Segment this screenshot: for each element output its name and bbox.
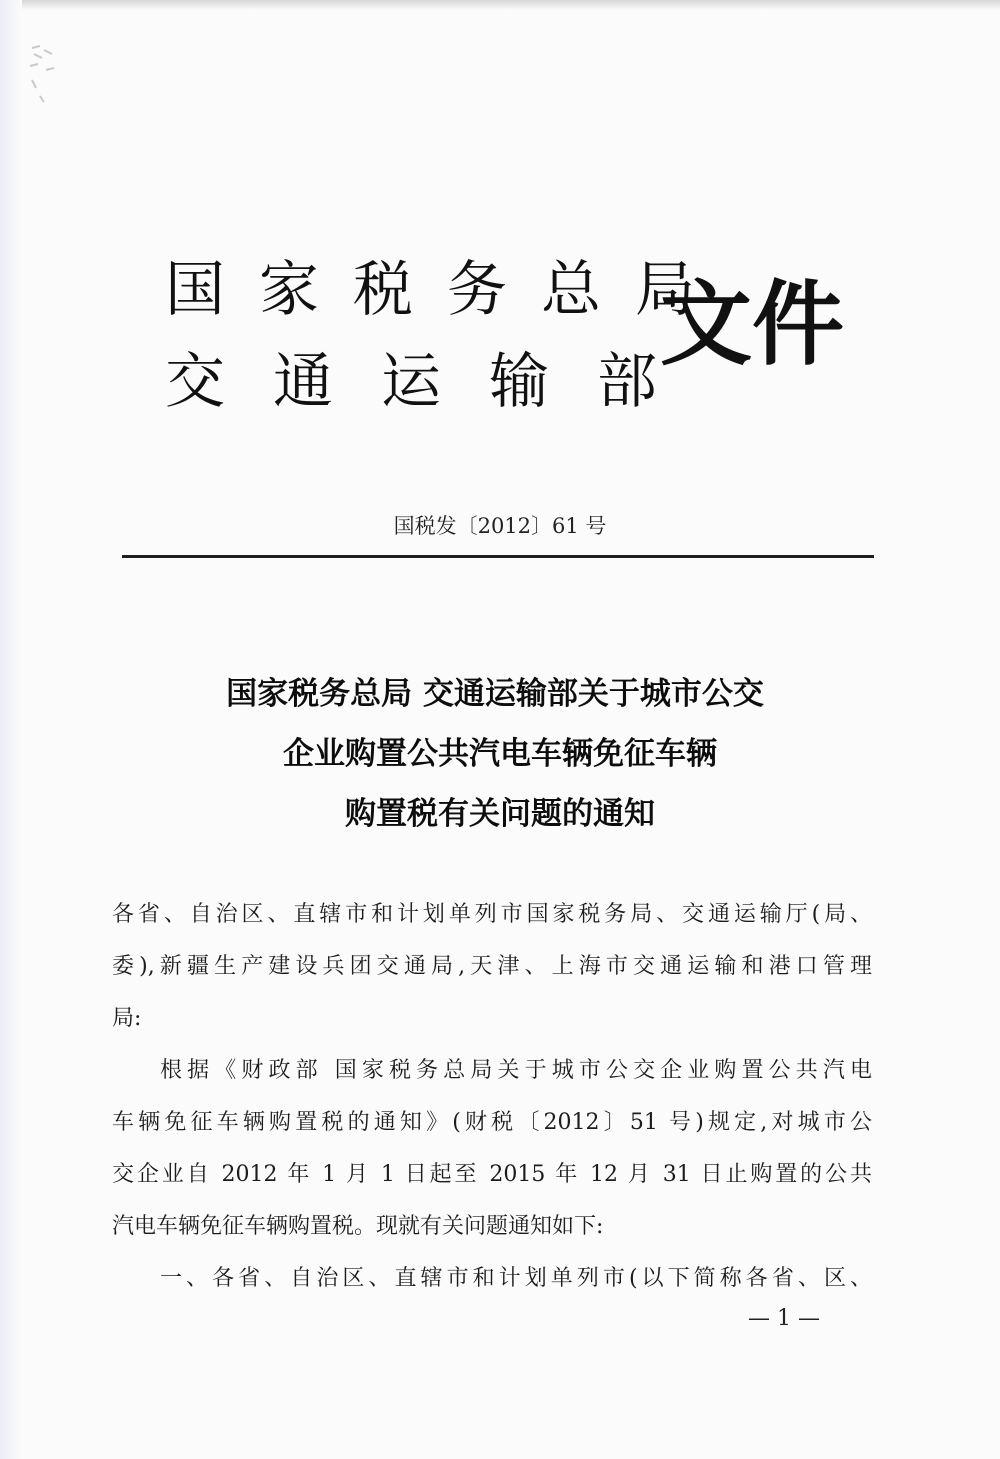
title-line-1: 国家税务总局 交通运输部关于城市公交 — [226, 676, 764, 712]
paragraph-line: 根据《财政部 国家税务总局关于城市公交企业购置公共汽电 — [160, 1058, 872, 1083]
item-one-start: 一、各省、自治区、直辖市和计划单列市(以下简称各省、区、 — [160, 1266, 872, 1291]
paragraph-line: 汽电车辆免征车辆购置税。现就有关问题通知如下: — [112, 1214, 604, 1239]
issuing-org-transport-ministry: 交通运输部 — [165, 347, 705, 417]
document-word: 文件 — [660, 271, 845, 378]
page-number: — 1 — — [748, 1306, 820, 1331]
paragraph-line: 车辆免征车辆购置税的通知》(财税〔2012〕51 号)规定,对城市公 — [112, 1110, 872, 1135]
scan-top-edge — [0, 0, 1000, 10]
addressee-line-2: 委),新疆生产建设兵团交通局,天津、上海市交通运输和港口管理 — [112, 954, 872, 979]
title-line-3: 购置税有关问题的通知 — [345, 796, 655, 832]
addressee-line-3: 局: — [112, 1006, 142, 1031]
faint-stamp-mark — [26, 40, 60, 110]
document-number: 国税发〔2012〕61 号 — [393, 514, 607, 538]
issuing-org-tax-bureau: 国家税务总局 — [165, 255, 729, 325]
paragraph-line: 交企业自 2012 年 1 月 1 日起至 2015 年 12 月 31 日止购置的公共 — [112, 1162, 872, 1187]
body-paragraph — [112, 1045, 872, 1253]
addressee-line-1: 各省、自治区、直辖市和计划单列市国家税务局、交通运输厅(局、 — [112, 902, 872, 927]
header-divider — [122, 555, 874, 558]
title-line-2: 企业购置公共汽电车辆免征车辆 — [283, 736, 717, 772]
